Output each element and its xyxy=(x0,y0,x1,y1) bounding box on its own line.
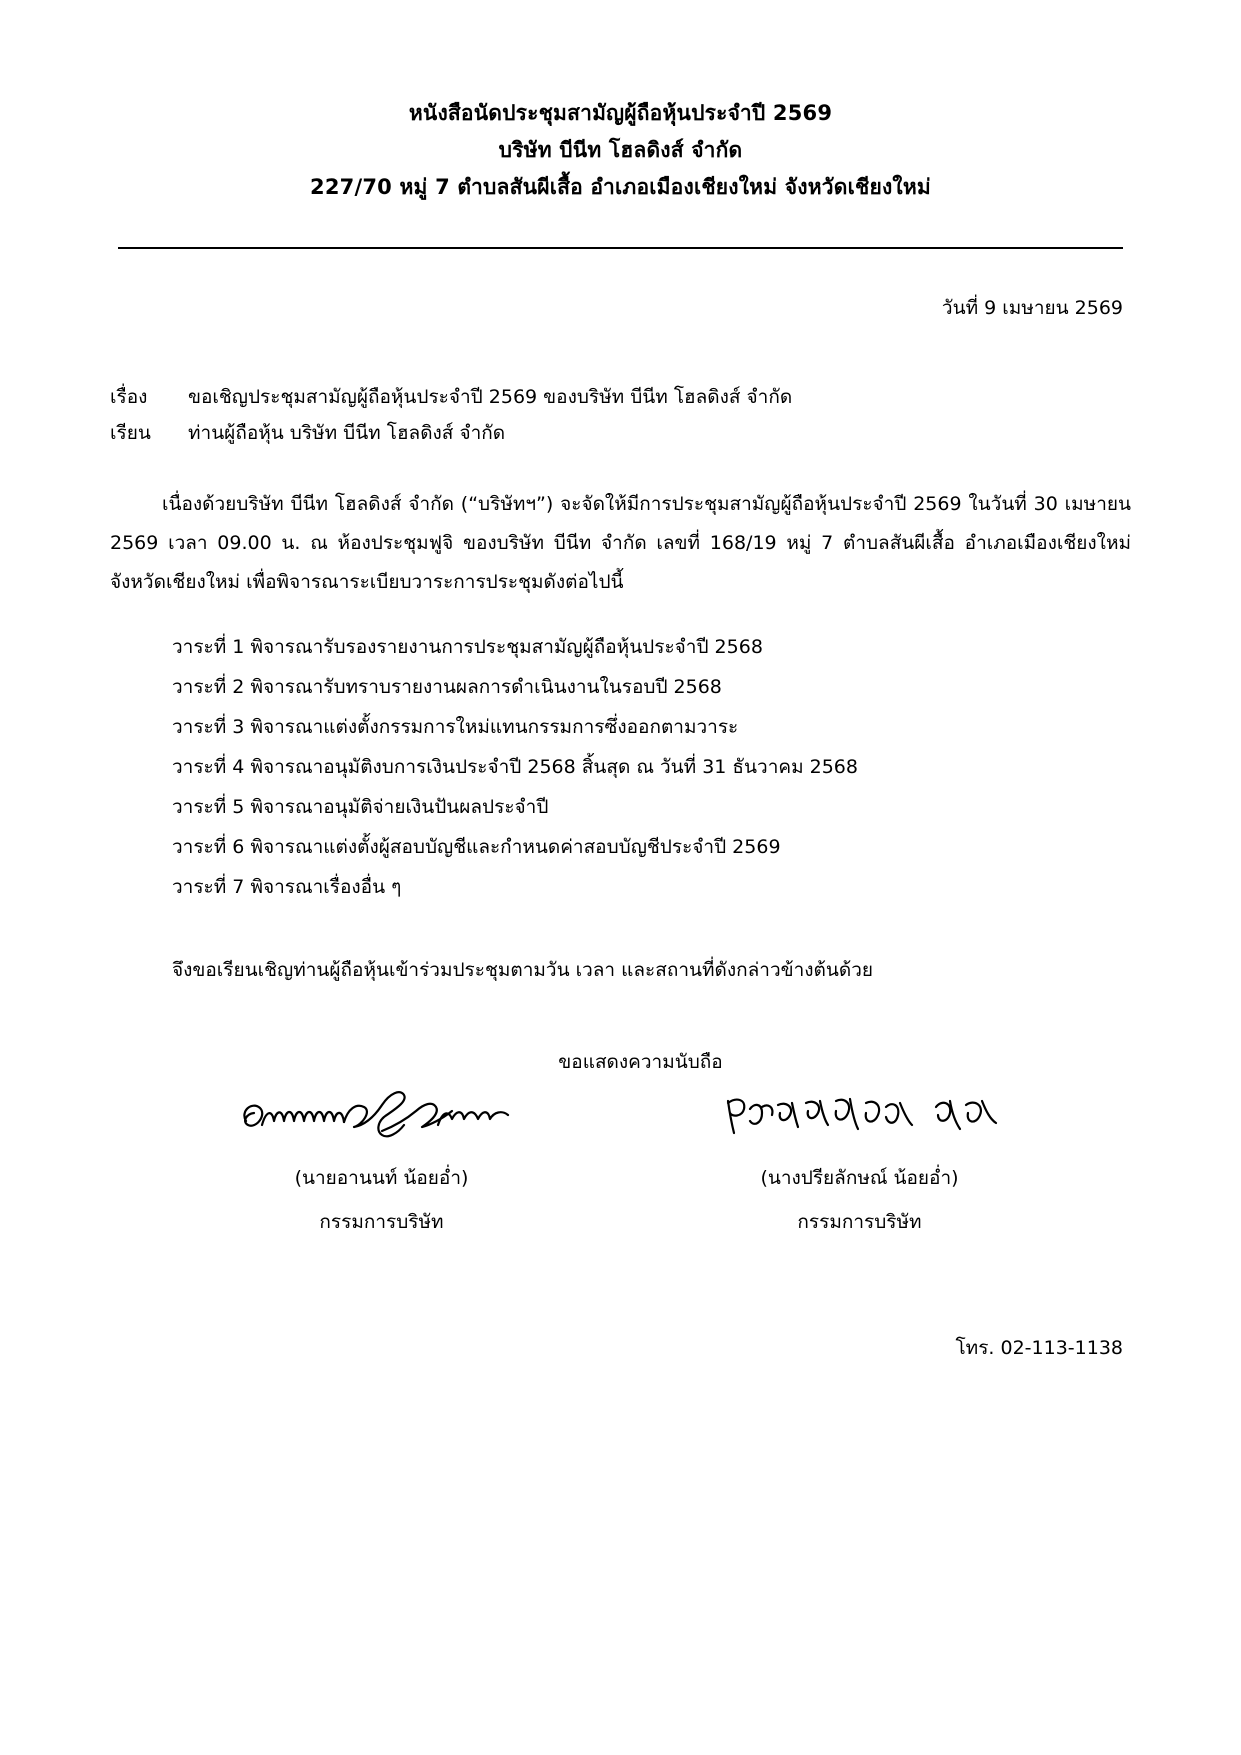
signatory-name: (นายอานนท์ น้อยอ่ำ) xyxy=(294,1167,469,1190)
regards-line: ขอแสดงความนับถือ xyxy=(558,1051,723,1074)
recipient-value: ท่านผู้ถือหุ้น บริษัท บีนีท โฮลดิงส์ จำกัด xyxy=(188,422,506,445)
address-fields xyxy=(110,379,1131,451)
header-company-name: บริษัท บีนีท โฮลดิงส์ จำกัด xyxy=(498,137,743,162)
recipient-label: เรียน xyxy=(110,422,151,445)
agenda-item: วาระที่ 4 พิจารณาอนุมัติงบการเงินประจำปี 2568 สิ้นสุด ณ วันที่ 31 ธันวาคม 2568 xyxy=(172,755,858,778)
agenda-item: วาระที่ 1 พิจารณารับรองรายงานการประชุมสามัญผู้ถือหุ้นประจำปี 2568 xyxy=(172,636,763,659)
agenda-item: วาระที่ 7 พิจารณาเรื่องอื่น ๆ xyxy=(172,875,402,898)
document-header xyxy=(110,95,1131,205)
recipient-row xyxy=(110,415,1131,451)
signatory-name: (นางปรียลักษณ์ น้อยอ่ำ) xyxy=(760,1167,959,1190)
agenda-item: วาระที่ 5 พิจารณาอนุมัติจ่ายเงินปันผลประจำปี xyxy=(172,795,549,818)
agenda-list xyxy=(110,628,1131,907)
header-divider xyxy=(118,247,1123,249)
document-date: วันที่ 9 เมษายน 2569 xyxy=(941,297,1123,320)
handwritten-signature-icon xyxy=(202,1081,562,1153)
subject-label: เรื่อง xyxy=(110,386,148,409)
telephone-line: โทร. 02-113-1138 xyxy=(955,1337,1123,1360)
signature-column-right xyxy=(680,1081,1040,1237)
body-paragraph: เนื่องด้วยบริษัท บีนีท โฮลดิงส์ จำกัด (“บริษัทฯ”) จะจัดให้มีการประชุมสามัญผู้ถือหุ้นประจำปี 2569 ในวันที่ 30 เมษายน 2569 เวลา 09.00 น. ณ ห้องประชุมฟูจิ ของบริษัท บีนีท จำกัด เลขที่ 168/19 หมู่ 7 ตำบลสันผีเสื้อ อำเภอเมืองเชียงใหม่ จังหวัดเชียงใหม่ เพื่อพิจารณาระเบียบวาระการประชุมดังต่อไปนี้ xyxy=(110,493,1131,594)
header-title-line-1: หนังสือนัดประชุมสามัญผู้ถือหุ้นประจำปี 2569 xyxy=(408,101,833,125)
subject-value: ขอเชิญประชุมสามัญผู้ถือหุ้นประจำปี 2569 ของบริษัท บีนีท โฮลดิงส์ จำกัด xyxy=(188,386,793,409)
handwritten-signature-icon xyxy=(680,1081,1040,1153)
signature-column-left xyxy=(202,1081,562,1237)
signature-block xyxy=(110,1081,1131,1237)
closing-paragraph: จึงขอเรียนเชิญท่านผู้ถือหุ้นเข้าร่วมประชุมตามวัน เวลา และสถานที่ดังกล่าวข้างต้นด้วย xyxy=(172,959,874,982)
signatory-title: กรรมการบริษัท xyxy=(797,1211,922,1234)
agenda-item: วาระที่ 2 พิจารณารับทราบรายงานผลการดำเนินงานในรอบปี 2568 xyxy=(172,676,722,699)
signatory-title: กรรมการบริษัท xyxy=(319,1211,444,1234)
body-paragraph-container xyxy=(110,485,1131,602)
agenda-item: วาระที่ 6 พิจารณาแต่งตั้งผู้สอบบัญชีและกำหนดค่าสอบบัญชีประจำปี 2569 xyxy=(172,835,781,858)
subject-row xyxy=(110,379,1131,415)
agenda-item: วาระที่ 3 พิจารณาแต่งตั้งกรรมการใหม่แทนกรรมการซึ่งออกตามวาระ xyxy=(172,716,739,739)
header-company-address: 227/70 หมู่ 7 ตำบลสันผีเสื้อ อำเภอเมืองเชียงใหม่ จังหวัดเชียงใหม่ xyxy=(310,174,931,199)
